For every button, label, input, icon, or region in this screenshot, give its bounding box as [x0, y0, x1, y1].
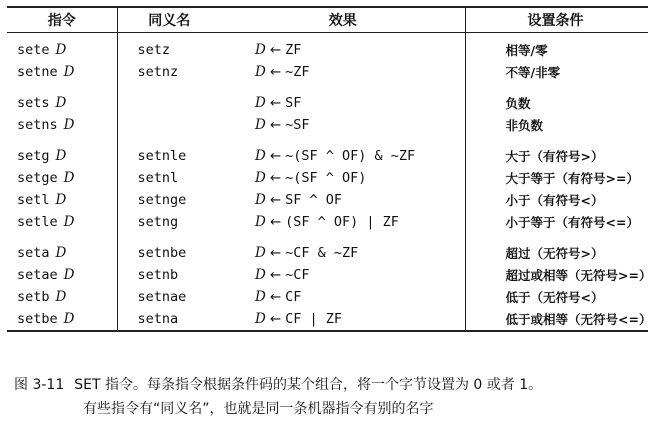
effect-expression: ~CF & ~ZF — [285, 245, 359, 261]
figure-caption — [14, 373, 644, 421]
instruction-name: setae — [17, 267, 58, 283]
condition-cell: 低于（无符号<） — [505, 290, 604, 305]
dest-symbol: D — [255, 95, 266, 111]
assign-arrow: ← — [269, 117, 282, 133]
effect-cell — [221, 33, 465, 62]
instruction-cell — [7, 211, 117, 233]
synonym-cell: setz — [137, 42, 171, 58]
instruction-name: setns — [17, 117, 58, 133]
effect-cell — [221, 233, 465, 264]
instruction-name: setne — [17, 64, 58, 80]
instruction-cell — [7, 83, 117, 114]
instruction-name: setb — [17, 289, 50, 305]
effect-expression: CF — [285, 289, 302, 305]
effect-expression: ~(SF ^ OF) — [285, 170, 367, 186]
condition-cell: 低于或相等（无符号<=） — [505, 312, 652, 327]
effect-cell — [221, 167, 465, 189]
table-row — [7, 308, 648, 330]
dest-symbol: D — [63, 214, 75, 230]
assign-arrow: ← — [269, 192, 282, 208]
caption-line-1: SET 指令。每条指令根据条件码的某个组合，将一个字节设置为 0 或者 1。 — [74, 377, 543, 393]
dest-symbol: D — [55, 192, 67, 208]
assign-arrow: ← — [269, 95, 282, 111]
effect-cell — [221, 211, 465, 233]
table-header-row — [7, 8, 648, 33]
dest-symbol: D — [255, 117, 266, 133]
dest-symbol: D — [255, 267, 266, 283]
dest-symbol: D — [255, 214, 266, 230]
assign-arrow: ← — [269, 64, 282, 80]
table-row — [7, 189, 648, 211]
dest-symbol: D — [255, 192, 266, 208]
instruction-cell — [7, 189, 117, 211]
instruction-cell — [7, 308, 117, 330]
table-row — [7, 114, 648, 136]
caption-line-2: 有些指令有“同义名”，也就是同一条机器指令有别的名字 — [83, 401, 434, 417]
condition-cell: 超过或相等（无符号>=） — [505, 268, 652, 283]
dest-symbol: D — [55, 95, 67, 111]
instruction-cell — [7, 167, 117, 189]
effect-expression: ~SF — [285, 117, 310, 133]
synonym-cell — [117, 83, 221, 114]
dest-symbol: D — [63, 117, 75, 133]
assign-arrow: ← — [269, 214, 282, 230]
figure-label: 图 3-11 — [14, 377, 65, 393]
dest-symbol: D — [255, 311, 266, 327]
dest-symbol: D — [255, 64, 266, 80]
header-synonym: 同义名 — [117, 8, 221, 33]
dest-symbol: D — [63, 64, 75, 80]
dest-symbol: D — [55, 245, 67, 261]
effect-cell — [221, 308, 465, 330]
assign-arrow: ← — [269, 289, 282, 305]
dest-symbol: D — [255, 245, 266, 261]
synonym-cell — [117, 114, 221, 136]
instruction-name: sete — [17, 42, 50, 58]
condition-cell: 小于等于（有符号<=） — [505, 215, 639, 230]
instruction-name: seta — [17, 245, 50, 261]
effect-expression: SF ^ OF — [285, 192, 343, 208]
synonym-cell: setnbe — [137, 245, 187, 261]
instruction-cell — [7, 286, 117, 308]
dest-symbol: D — [255, 289, 266, 305]
table-row — [7, 233, 648, 264]
effect-cell — [221, 136, 465, 167]
synonym-cell: setnl — [137, 170, 179, 186]
dest-symbol: D — [55, 289, 67, 305]
condition-cell: 负数 — [505, 96, 531, 111]
header-effect: 效果 — [221, 8, 465, 33]
assign-arrow: ← — [269, 245, 282, 261]
dest-symbol: D — [63, 267, 75, 283]
assign-arrow: ← — [269, 170, 282, 186]
assign-arrow: ← — [269, 148, 282, 164]
effect-expression: ZF — [285, 42, 302, 58]
header-instruction: 指令 — [7, 8, 117, 33]
instruction-cell — [7, 233, 117, 264]
synonym-cell: setnb — [137, 267, 179, 283]
effect-expression: (SF ^ OF) | ZF — [285, 214, 399, 230]
synonym-cell: setnge — [137, 192, 187, 208]
set-instructions-table — [7, 6, 652, 332]
instruction-name: setbe — [17, 311, 58, 327]
instruction-cell — [7, 264, 117, 286]
dest-symbol: D — [63, 311, 75, 327]
condition-cell: 大于（有符号>） — [505, 149, 604, 164]
assign-arrow: ← — [269, 42, 282, 58]
instruction-cell — [7, 114, 117, 136]
table-row — [7, 167, 648, 189]
synonym-cell: setna — [137, 311, 179, 327]
effect-cell — [221, 114, 465, 136]
condition-cell: 非负数 — [505, 118, 544, 133]
effect-cell — [221, 61, 465, 83]
table — [7, 8, 652, 330]
dest-symbol: D — [255, 42, 266, 58]
dest-symbol: D — [55, 148, 67, 164]
effect-cell — [221, 189, 465, 211]
effect-expression: ~ZF — [285, 64, 310, 80]
instruction-name: setl — [17, 192, 50, 208]
instruction-name: setle — [17, 214, 58, 230]
condition-cell: 相等/零 — [505, 43, 548, 58]
table-row — [7, 286, 648, 308]
effect-expression: ~(SF ^ OF) & ~ZF — [285, 148, 416, 164]
table-row — [7, 61, 648, 83]
assign-arrow: ← — [269, 267, 282, 283]
table-row — [7, 83, 648, 114]
instruction-cell — [7, 136, 117, 167]
header-condition: 设置条件 — [465, 8, 648, 33]
dest-symbol: D — [55, 42, 67, 58]
effect-cell — [221, 264, 465, 286]
effect-cell — [221, 286, 465, 308]
synonym-cell: setnae — [137, 289, 187, 305]
effect-expression: CF | ZF — [285, 311, 343, 327]
condition-cell: 不等/非零 — [505, 65, 561, 80]
dest-symbol: D — [255, 170, 266, 186]
condition-cell: 大于等于（有符号>=） — [505, 171, 639, 186]
effect-expression: SF — [285, 95, 302, 111]
table-row — [7, 136, 648, 167]
effect-cell — [221, 83, 465, 114]
instruction-name: sets — [17, 95, 50, 111]
instruction-cell — [7, 33, 117, 62]
condition-cell: 小于（有符号<） — [505, 193, 604, 208]
table-row — [7, 211, 648, 233]
table-row — [7, 33, 648, 62]
synonym-cell: setnz — [137, 64, 179, 80]
effect-expression: ~CF — [285, 267, 310, 283]
condition-cell: 超过（无符号>） — [505, 246, 604, 261]
instruction-name: setge — [17, 170, 58, 186]
assign-arrow: ← — [269, 311, 282, 327]
synonym-cell: setnle — [137, 148, 187, 164]
instruction-cell — [7, 61, 117, 83]
dest-symbol: D — [255, 148, 266, 164]
dest-symbol: D — [63, 170, 75, 186]
table-row — [7, 264, 648, 286]
instruction-name: setg — [17, 148, 50, 164]
synonym-cell: setng — [137, 214, 179, 230]
